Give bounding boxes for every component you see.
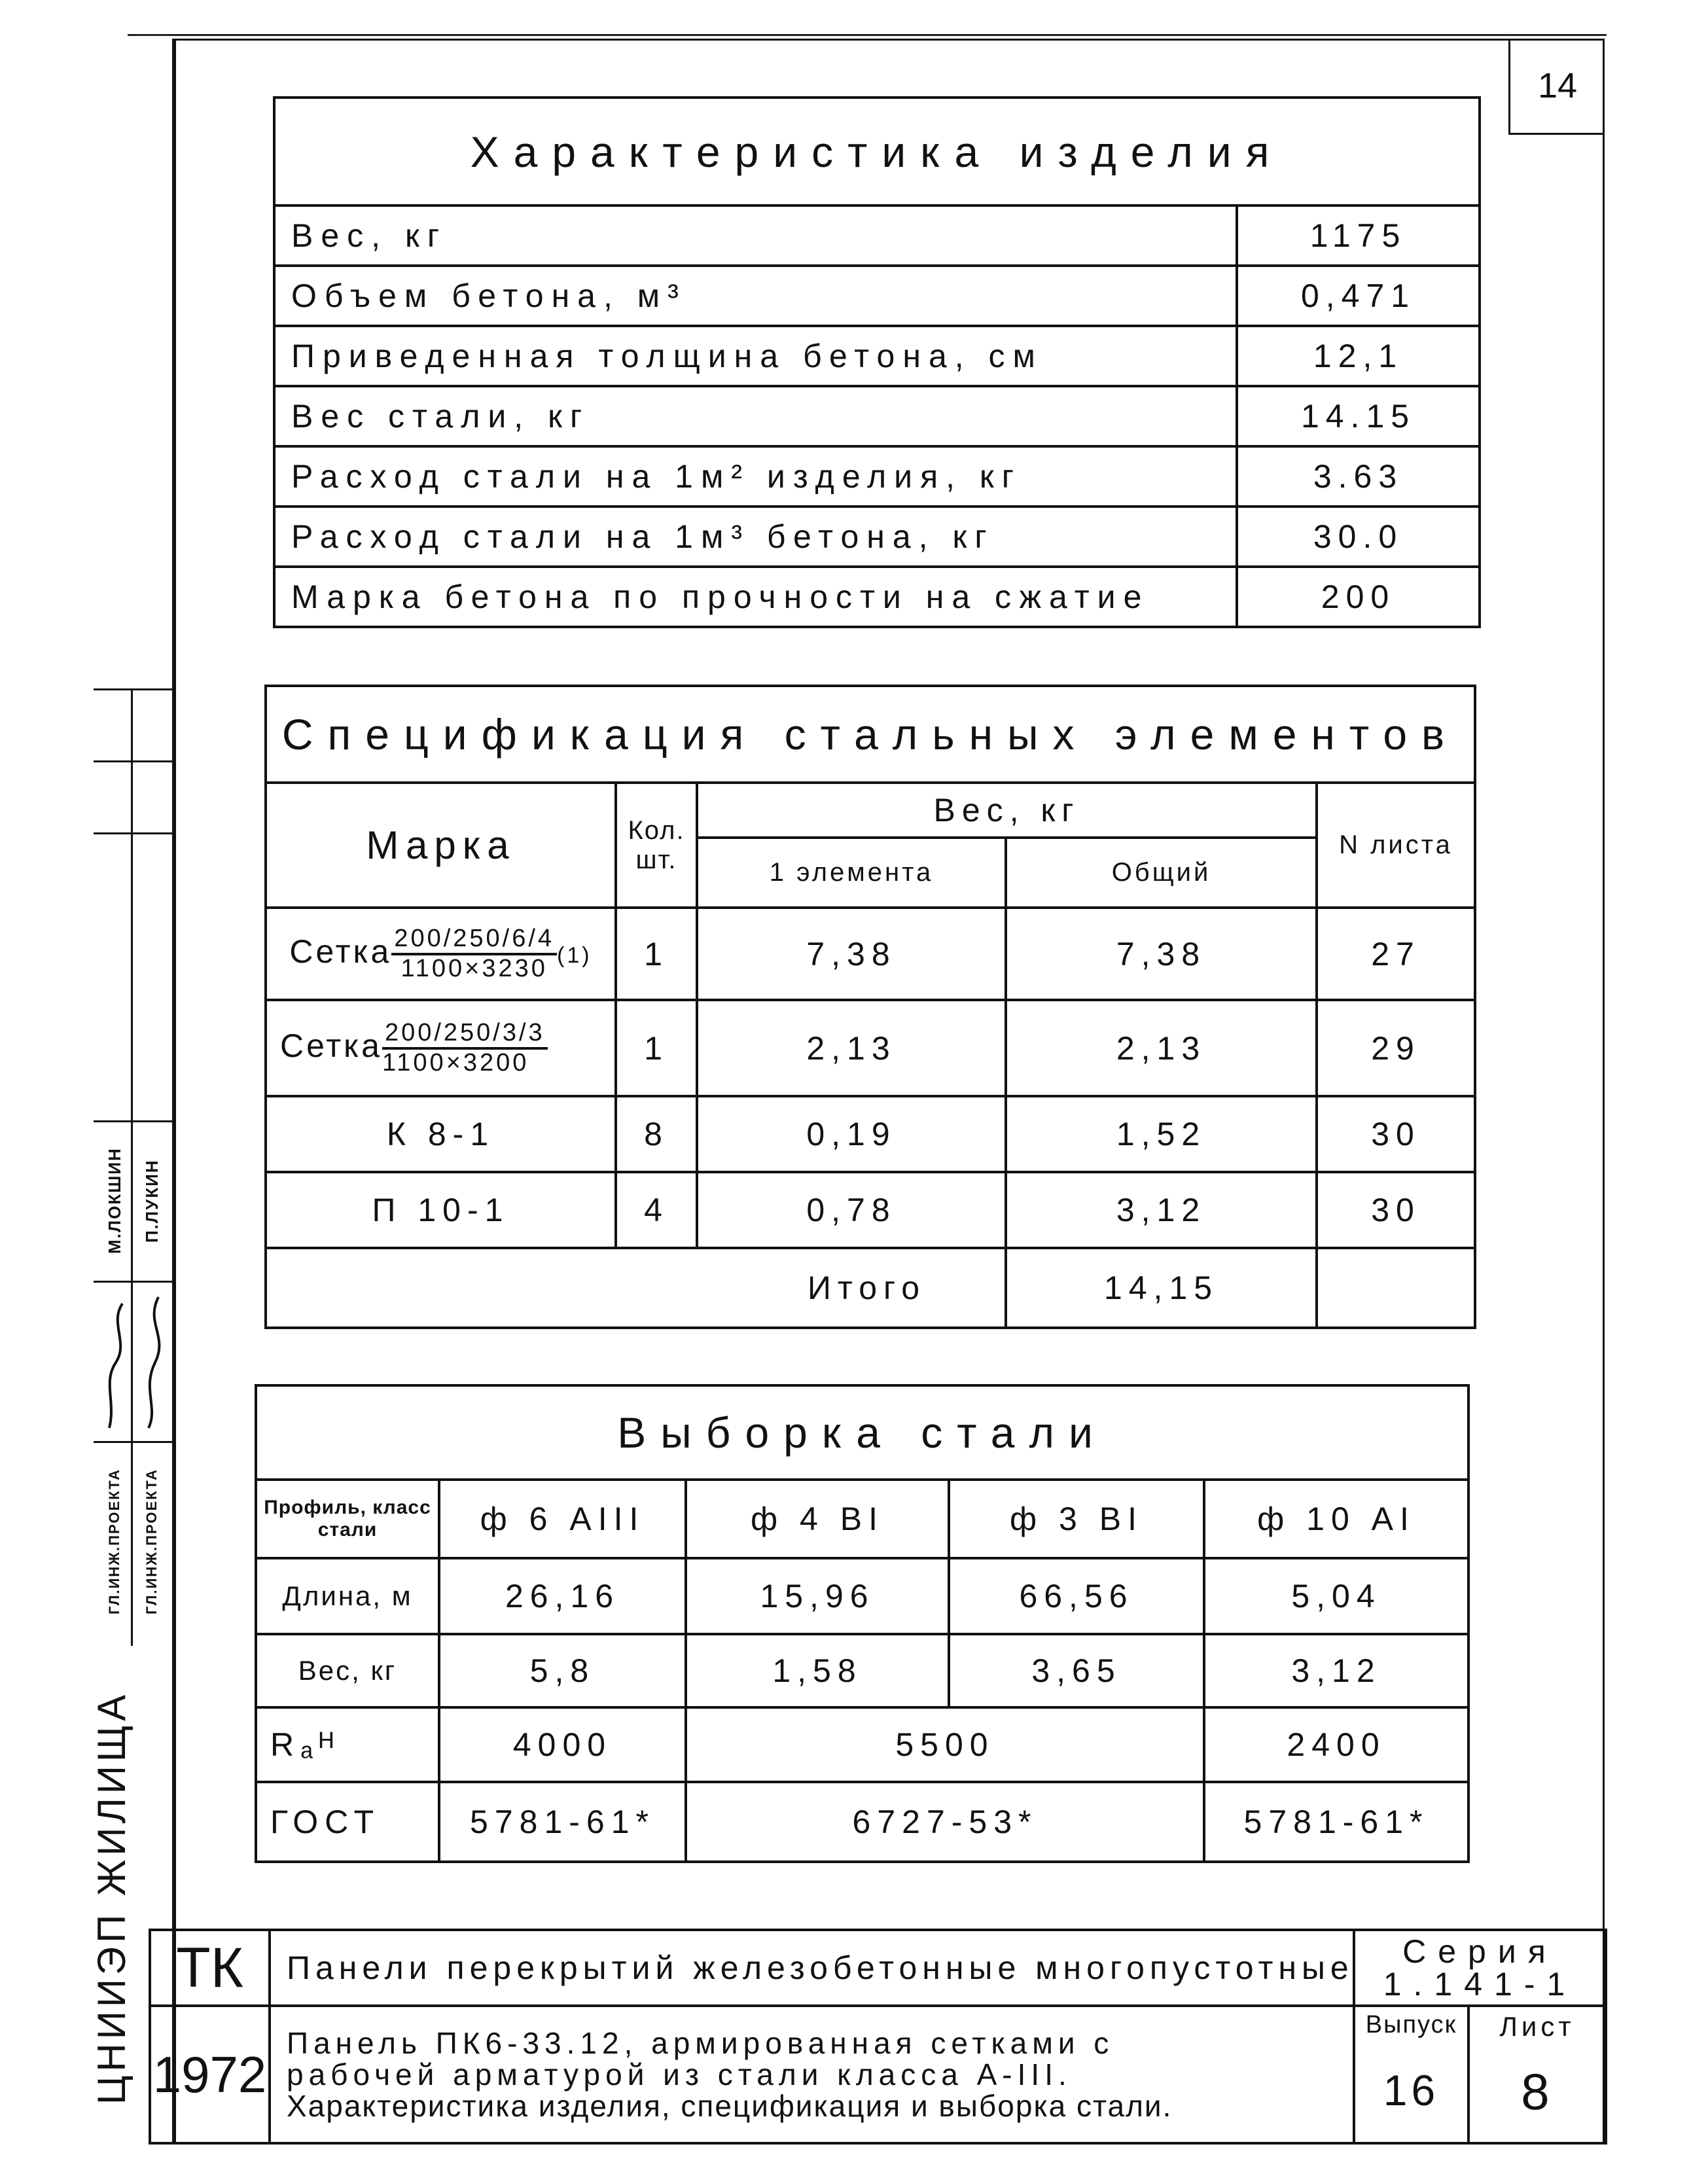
total-label: Итого: [266, 1248, 1006, 1328]
qty-cell: 1: [616, 908, 697, 1000]
mark-prefix: Сетка: [289, 933, 392, 970]
header-one-element: 1 элемента: [697, 838, 1006, 908]
row-value: 1175: [1237, 205, 1480, 266]
header-total: Общий: [1006, 838, 1317, 908]
row-value: 30.0: [1237, 507, 1480, 567]
r-cell: 5500: [686, 1707, 1204, 1782]
qty-cell: 1: [616, 1000, 697, 1096]
description-line: Панель ПК6-33.12, армированная сетками с: [287, 2025, 1114, 2060]
row-label: Вес, кг: [274, 205, 1237, 266]
issue-label: Выпуск: [1365, 2011, 1457, 2038]
mark-cell: [266, 908, 616, 1000]
page-number: 14: [1508, 39, 1605, 135]
fraction-denominator: 1100×3230: [400, 954, 548, 982]
total-cell: 1,52: [1006, 1096, 1317, 1172]
one-cell: 0,78: [697, 1172, 1006, 1248]
mark-fraction: [391, 925, 557, 983]
series-cell: [1354, 1930, 1606, 2006]
mark-cell: [266, 1000, 616, 1096]
r-label: Rₐᴴ: [256, 1707, 439, 1782]
mark-cell: П 10-1: [266, 1172, 616, 1248]
row-value: 0,471: [1237, 266, 1480, 326]
signer-name-1: М.ЛОКШИН: [105, 1147, 124, 1255]
profile-cell: ф 3 ВI: [949, 1480, 1204, 1558]
mark-suffix: (1): [557, 942, 592, 968]
issue-value: 16: [1383, 2066, 1440, 2114]
signer-role-1: ГЛ.ИНЖ.ПРОЕКТА: [106, 1468, 122, 1614]
profile-cell: ф 4 ВI: [686, 1480, 949, 1558]
top-border-line: [128, 34, 1607, 36]
row-value: 14.15: [1237, 386, 1480, 446]
profile-header: Профиль, класс стали: [256, 1480, 439, 1558]
sheet-cell: 30: [1317, 1172, 1475, 1248]
title-block: [149, 1929, 1607, 2145]
row-label: Приведенная толщина бетона, см: [274, 326, 1237, 386]
one-cell: 2,13: [697, 1000, 1006, 1096]
fraction-numerator: 200/250/6/4: [391, 925, 557, 955]
gost-cell: 5781-61*: [1204, 1782, 1468, 1862]
total-value: 14,15: [1006, 1248, 1317, 1328]
length-cell: 66,56: [949, 1558, 1204, 1634]
side-stamp: [94, 688, 172, 1646]
header-weight: Вес, кг: [697, 783, 1317, 838]
sheet-cell: [1468, 2006, 1606, 2143]
signature-2: [149, 1297, 159, 1428]
row-label: Марка бетона по прочности на сжатие: [274, 567, 1237, 627]
weight-cell: 3,65: [949, 1634, 1204, 1707]
gost-label: ГОСТ: [256, 1782, 439, 1862]
issue-cell: [1354, 2006, 1468, 2143]
total-cell: 2,13: [1006, 1000, 1317, 1096]
header-sheet: N листа: [1317, 783, 1475, 908]
length-cell: 15,96: [686, 1558, 949, 1634]
gost-cell: 6727-53*: [686, 1782, 1204, 1862]
characteristics-table: [273, 96, 1481, 628]
fraction-numerator: 200/250/3/3: [382, 1020, 548, 1050]
length-label: Длина, м: [256, 1558, 439, 1634]
sheet-cell: 29: [1317, 1000, 1475, 1096]
length-cell: 26,16: [439, 1558, 686, 1634]
mark-cell: К 8-1: [266, 1096, 616, 1172]
weight-cell: 5,8: [439, 1634, 686, 1707]
description: [270, 2006, 1354, 2143]
weight-cell: 3,12: [1204, 1634, 1468, 1707]
row-label: Расход стали на 1м³ бетона, кг: [274, 507, 1237, 567]
total-cell: 3,12: [1006, 1172, 1317, 1248]
organization-stamp: ЦНИИЭП ЖИЛИЩА: [90, 1690, 133, 2105]
total-empty: [1317, 1248, 1475, 1328]
signer-role-2: ГЛ.ИНЖ.ПРОЕКТА: [143, 1468, 160, 1614]
sheet-label: Лист: [1499, 2011, 1575, 2042]
series-value: 1.141-1: [1383, 1966, 1577, 2003]
header-qty: Кол. шт.: [616, 783, 697, 908]
steel-title: Выборка стали: [256, 1385, 1468, 1480]
gost-cell: 5781-61*: [439, 1782, 686, 1862]
profile-cell: ф 10 АI: [1204, 1480, 1468, 1558]
series-label: Серия: [1402, 1933, 1557, 1970]
fraction-denominator: 1100×3200: [382, 1048, 529, 1077]
row-label: Расход стали на 1м² изделия, кг: [274, 446, 1237, 507]
profile-cell: ф 6 АIII: [439, 1480, 686, 1558]
one-cell: 0,19: [697, 1096, 1006, 1172]
mark-fraction: [382, 1020, 548, 1077]
year: 1972: [150, 2006, 270, 2143]
steel-selection-table: [255, 1384, 1470, 1863]
description-line: рабочей арматурой из стали класса А-III.: [287, 2057, 1072, 2092]
characteristics-title: Характеристика изделия: [274, 98, 1480, 205]
row-label: Вес стали, кг: [274, 386, 1237, 446]
signatures: [96, 1284, 169, 1440]
weight-label: Вес, кг: [256, 1634, 439, 1707]
qty-cell: 4: [616, 1172, 697, 1248]
row-value: 200: [1237, 567, 1480, 627]
signer-name-2: П.ЛУКИН: [142, 1159, 162, 1243]
total-cell: 7,38: [1006, 908, 1317, 1000]
header-mark: Марка: [266, 783, 616, 908]
series-title: Панели перекрытий железобетонные многопустотные: [270, 1930, 1354, 2006]
row-value: 12,1: [1237, 326, 1480, 386]
row-label: Объем бетона, м³: [274, 266, 1237, 326]
length-cell: 5,04: [1204, 1558, 1468, 1634]
row-value: 3.63: [1237, 446, 1480, 507]
sheet-cell: 27: [1317, 908, 1475, 1000]
specification-title: Спецификация стальных элементов: [266, 686, 1475, 783]
org-code: ТК: [150, 1930, 270, 2006]
signature-1: [109, 1304, 122, 1428]
mark-prefix: Сетка: [280, 1027, 382, 1064]
r-cell: 4000: [439, 1707, 686, 1782]
sheet-cell: 30: [1317, 1096, 1475, 1172]
specification-table: [264, 685, 1476, 1329]
r-cell: 2400: [1204, 1707, 1468, 1782]
description-line: Характеристика изделия, спецификация и выборка стали.: [287, 2089, 1173, 2124]
weight-cell: 1,58: [686, 1634, 949, 1707]
sheet-value: 8: [1521, 2063, 1554, 2120]
one-cell: 7,38: [697, 908, 1006, 1000]
qty-cell: 8: [616, 1096, 697, 1172]
